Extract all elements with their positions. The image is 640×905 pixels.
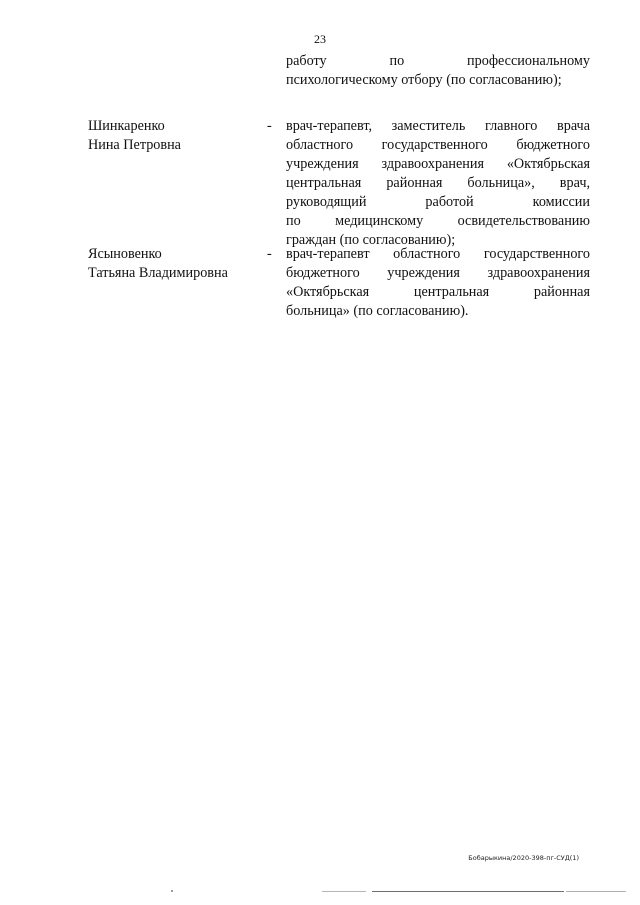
member-dash: - <box>267 118 272 134</box>
scan-artifact-line <box>322 891 366 892</box>
scan-artifact-dot <box>171 890 173 892</box>
description-line: областного государственного бюджетного <box>286 137 590 153</box>
description-line: врач-терапевт, заместитель главного врача <box>286 118 590 134</box>
continuation-line: психологическому отбору (по согласованию); <box>286 72 562 88</box>
member-description <box>286 117 590 250</box>
member-dash: - <box>267 246 272 262</box>
continuation-text <box>286 52 590 90</box>
member-surname: Ясыновенко <box>88 246 162 262</box>
description-line: врач-терапевт областного государственного <box>286 246 590 262</box>
description-line: больница» (по согласованию). <box>286 303 469 319</box>
member-name <box>88 245 258 283</box>
description-line: граждан (по согласованию); <box>286 232 456 248</box>
member-description <box>286 245 590 321</box>
scan-artifact-line <box>566 891 626 892</box>
description-line: «Октябрьская центральная районная <box>286 284 590 300</box>
member-name <box>88 117 258 155</box>
member-given-names: Татьяна Владимировна <box>88 265 228 281</box>
description-line: бюджетного учреждения здравоохранения <box>286 265 590 281</box>
description-line: по медицинскому освидетельствованию <box>286 213 590 229</box>
member-surname: Шинкаренко <box>88 118 165 134</box>
description-line: учреждения здравоохранения «Октябрьская <box>286 156 590 172</box>
member-given-names: Нина Петровна <box>88 137 181 153</box>
page-number: 23 <box>314 32 326 46</box>
description-line: руководящий работой комиссии <box>286 194 590 210</box>
description-line: центральная районная больница», врач, <box>286 175 590 191</box>
scan-artifact-line <box>372 891 564 892</box>
continuation-line: работу по профессиональному <box>286 53 590 69</box>
document-code: Бобарыкина/2020-398-пг-СУД(1) <box>468 854 579 862</box>
